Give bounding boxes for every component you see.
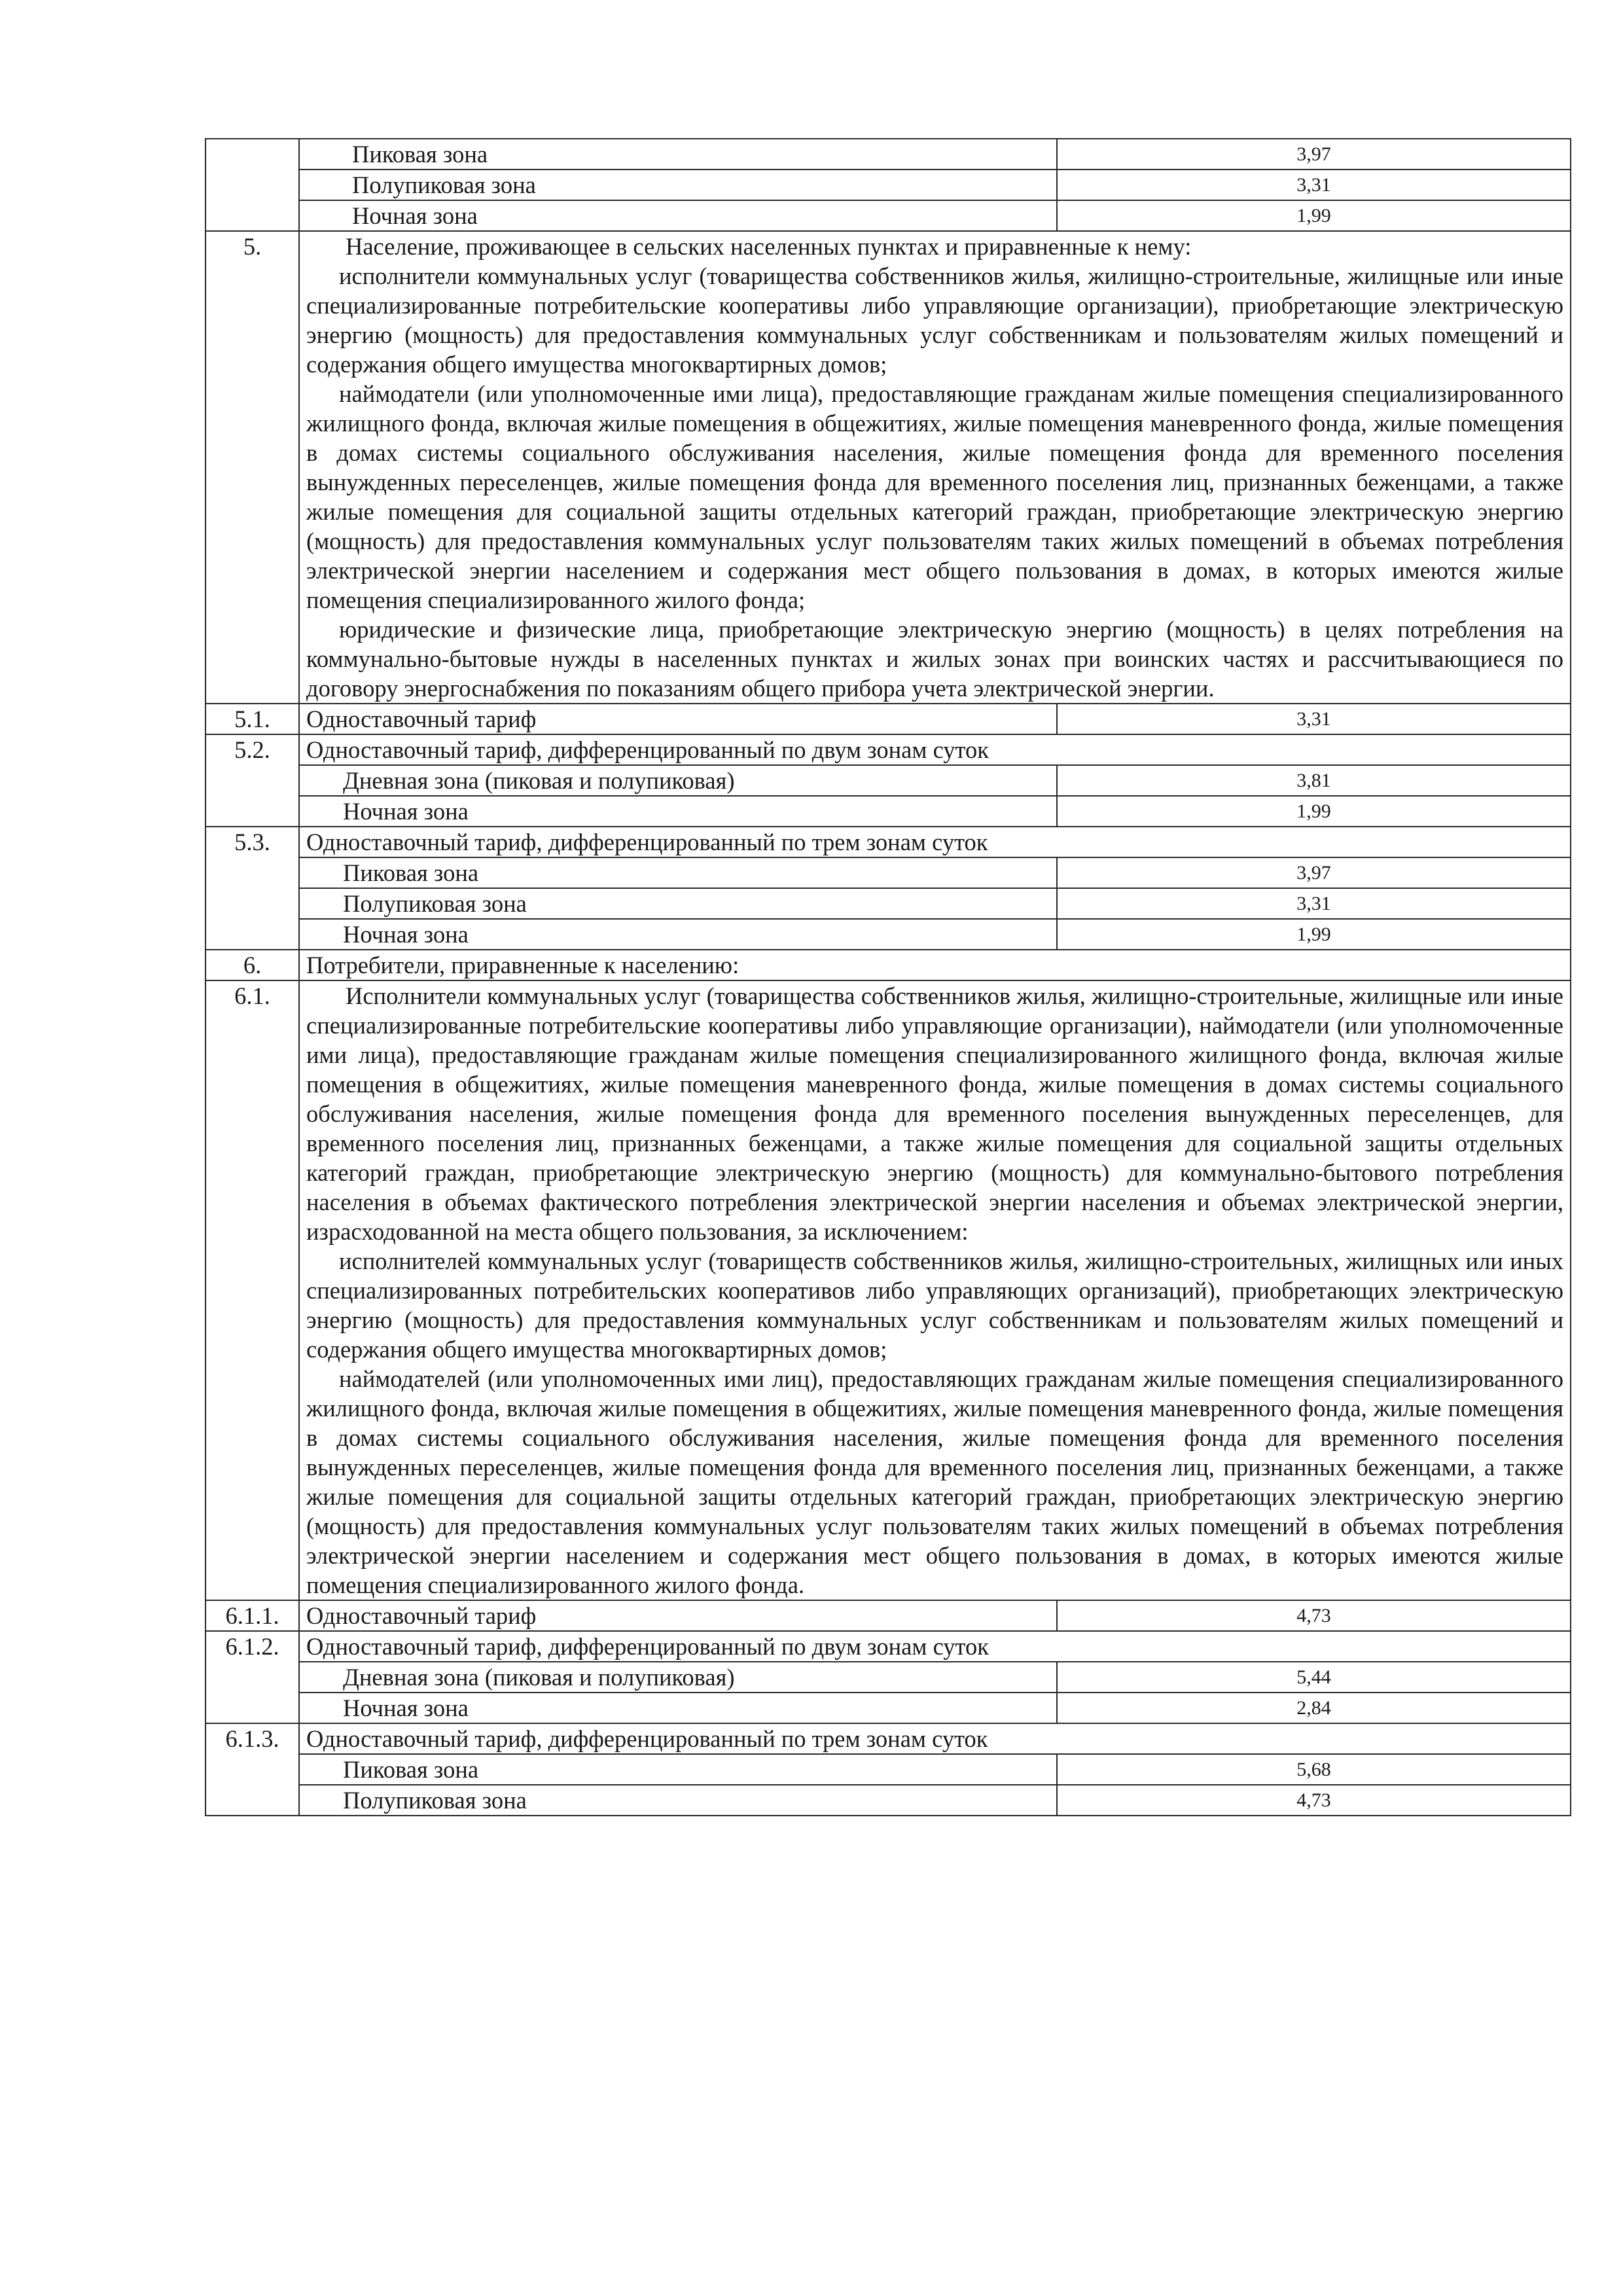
paragraph: исполнителей коммунальных услуг (товариществ собственников жилья, жилищно-строительных, жилищных или иных специализированных потребительских кооперативов либо управляющих организаций), приобретающих электрическую энергию (мощность) для предоставления коммунальных услуг собственникам и пользователям жилых помещений и содержания общего имущества многоквартирных домов; <box>306 1247 1563 1363</box>
row-number: 6.1.1. <box>205 1600 299 1631</box>
row-number: 5. <box>205 231 299 704</box>
row-number: 6.1.3. <box>205 1723 299 1816</box>
zone-name: Ночная зона <box>299 796 1057 827</box>
paragraph: юридические и физические лица, приобретающие электрическую энергию (мощность) в целях потребления на коммунально-бытовые нужды в населенных пунктах и жилых зонах при воинских частях и рассчитывающиеся по договору энергоснабжения по показаниям общего прибора учета электрической энергии. <box>306 616 1563 702</box>
table-row <box>205 200 1571 231</box>
table-row <box>205 888 1571 919</box>
tariff-name: Одноставочный тариф, дифференцированный по трем зонам суток <box>299 1723 1571 1754</box>
table-row <box>205 1662 1571 1693</box>
paragraph: Население, проживающее в сельских населенных пунктах и приравненные к нему: <box>346 233 1192 260</box>
row-number: 5.3. <box>205 827 299 950</box>
tariff-name: Одноставочный тариф, дифференцированный по двум зонам суток <box>299 734 1571 765</box>
zone-name: Полупиковая зона <box>299 170 1057 200</box>
zone-name: Полупиковая зона <box>299 1785 1057 1816</box>
table-row <box>205 857 1571 888</box>
zone-name: Дневная зона (пиковая и полупиковая) <box>299 1662 1057 1693</box>
row-number: 5.1. <box>205 704 299 734</box>
table-row <box>205 170 1571 200</box>
zone-name: Ночная зона <box>299 919 1057 950</box>
tariff-value: 5,44 <box>1057 1662 1571 1693</box>
tariff-value: 3,97 <box>1057 857 1571 888</box>
tariff-table <box>205 138 1571 1816</box>
table-row <box>205 1785 1571 1816</box>
table-row <box>205 1631 1571 1662</box>
paragraph: наймодатели (или уполномоченные ими лица), предоставляющие гражданам жилые помещения специализированного жилищного фонда, включая жилые помещения в общежитиях, жилые помещения маневренного фонда, жилые помещения в домах системы социального обслуживания населения, жилые помещения фонда для временного поселения вынужденных переселенцев, жилые помещения фонда для временного поселения лиц, признанных беженцами, а также жилые помещения для социальной защиты отдельных категорий граждан, приобретающие электрическую энергию (мощность) для предоставления коммунальных услуг пользователям таких жилых помещений в объемах потребления электрической энергии населением и содержания мест общего пользования в домах, в которых имеются жилые помещения специализированного жилого фонда; <box>306 380 1563 613</box>
paragraph: Исполнители коммунальных услуг (товарищества собственников жилья, жилищно-строительные, жилищные или иные специализированные потребительские кооперативы либо управляющие организации), наймодатели (или уполномоченные ими лица), предоставляющие гражданам жилые помещения специализированного жилищного фонда, включая жилые помещения в общежитиях, жилые помещения маневренного фонда, жилые помещения в домах системы социального обслуживания населения, жилые помещения фонда для временного поселения вынужденных переселенцев, для временного поселения лиц, признанных беженцами, а также жилые помещения для социальной защиты отдельных категорий граждан, приобретающие электрическую энергию (мощность) для коммунально-бытового потребления населения в объемах фактического потребления электрической энергии населения и объемах электрической энергии, израсходованной на места общего пользования, за исключением: <box>306 982 1563 1245</box>
tariff-name: Одноставочный тариф <box>299 1600 1057 1631</box>
tariff-value: 1,99 <box>1057 200 1571 231</box>
table-row <box>205 1693 1571 1723</box>
row-number: 5.2. <box>205 734 299 827</box>
table-row <box>205 765 1571 796</box>
tariff-name: Одноставочный тариф, дифференцированный по трем зонам суток <box>299 827 1571 857</box>
tariff-name: Одноставочный тариф <box>299 704 1057 734</box>
table-row <box>205 950 1571 980</box>
table-row <box>205 734 1571 765</box>
row-number: 6.1.2. <box>205 1631 299 1723</box>
table-row <box>205 1723 1571 1754</box>
tariff-value: 1,99 <box>1057 919 1571 950</box>
tariff-value: 3,31 <box>1057 888 1571 919</box>
row-number-cell <box>205 139 299 231</box>
tariff-value: 5,68 <box>1057 1754 1571 1785</box>
row-number: 6.1. <box>205 980 299 1600</box>
table-row <box>205 704 1571 734</box>
row-number: 6. <box>205 950 299 980</box>
consumer-description <box>299 980 1571 1600</box>
tariff-value: 1,99 <box>1057 796 1571 827</box>
tariff-value: 4,73 <box>1057 1600 1571 1631</box>
table-row <box>205 231 1571 704</box>
zone-name: Полупиковая зона <box>299 888 1057 919</box>
tariff-value: 3,81 <box>1057 765 1571 796</box>
tariff-value: 3,31 <box>1057 704 1571 734</box>
zone-name: Дневная зона (пиковая и полупиковая) <box>299 765 1057 796</box>
table-row <box>205 1600 1571 1631</box>
tariff-value: 3,97 <box>1057 139 1571 170</box>
zone-name: Ночная зона <box>299 1693 1057 1723</box>
section-title: Потребители, приравненные к населению: <box>299 950 1571 980</box>
zone-name: Пиковая зона <box>299 857 1057 888</box>
table-row <box>205 1754 1571 1785</box>
tariff-name: Одноставочный тариф, дифференцированный по двум зонам суток <box>299 1631 1571 1662</box>
table-row <box>205 919 1571 950</box>
tariff-value: 3,31 <box>1057 170 1571 200</box>
table-row <box>205 827 1571 857</box>
consumer-description <box>299 231 1571 704</box>
table-row <box>205 139 1571 170</box>
paragraph: исполнители коммунальных услуг (товарищества собственников жилья, жилищно-строительные, жилищные или иные специализированные потребительские кооперативы либо управляющие организации), приобретающие электрическую энергию (мощность) для предоставления коммунальных услуг собственникам и пользователям жилых помещений и содержания общего имущества многоквартирных домов; <box>306 262 1563 378</box>
zone-name: Пиковая зона <box>299 139 1057 170</box>
paragraph: наймодателей (или уполномоченных ими лиц), предоставляющих гражданам жилые помещения специализированного жилищного фонда, включая жилые помещения в общежитиях, жилые помещения маневренного фонда, жилые помещения в домах системы социального обслуживания населения, жилые помещения фонда для временного поселения вынужденных переселенцев, жилые помещения фонда для временного поселения лиц, признанных беженцами, а также жилые помещения для социальной защиты отдельных категорий граждан, приобретающих электрическую энергию (мощность) для предоставления коммунальных услуг пользователям таких жилых помещений в объемах потребления электрической энергии населением и содержания мест общего пользования в домах, в которых имеются жилые помещения специализированного жилого фонда. <box>306 1365 1563 1598</box>
zone-name: Пиковая зона <box>299 1754 1057 1785</box>
tariff-value: 4,73 <box>1057 1785 1571 1816</box>
table-row <box>205 796 1571 827</box>
zone-name: Ночная зона <box>299 200 1057 231</box>
table-row <box>205 980 1571 1600</box>
tariff-value: 2,84 <box>1057 1693 1571 1723</box>
